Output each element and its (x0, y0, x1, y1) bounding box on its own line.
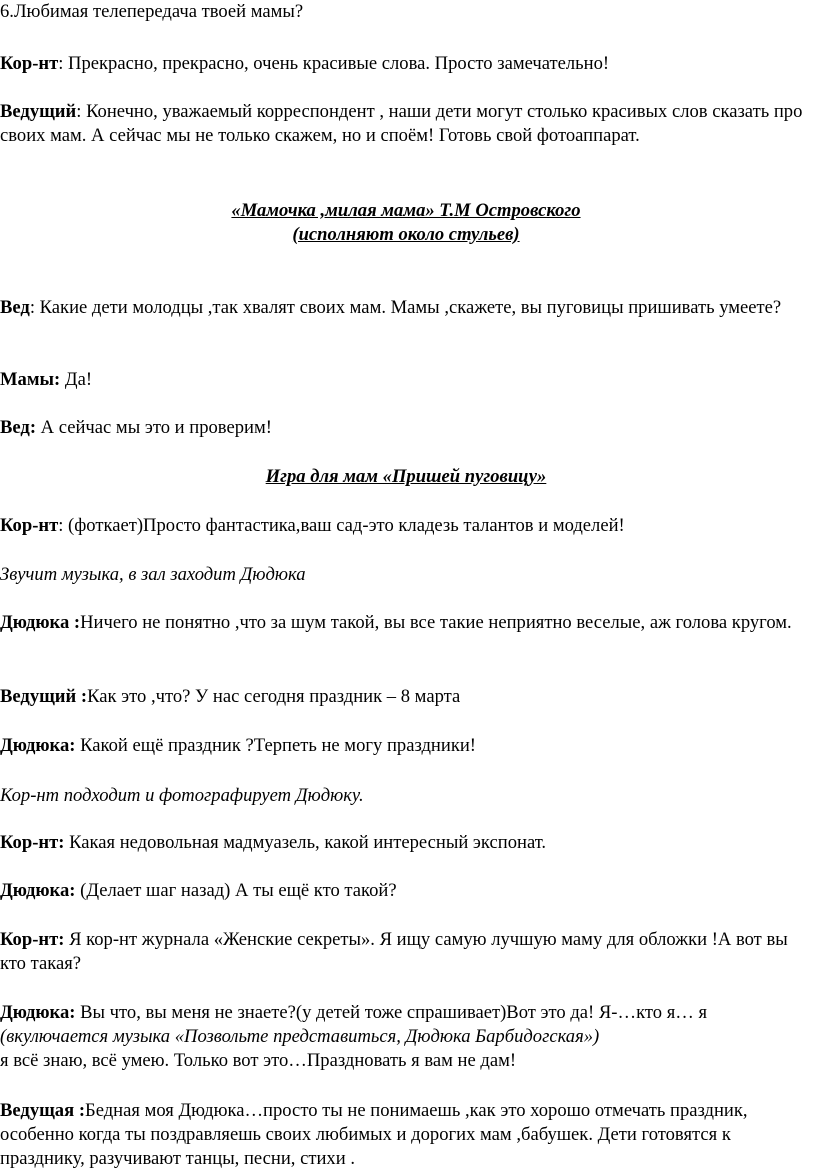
paragraph-host-4 (0, 685, 812, 709)
speech-text: Бедная моя Дюдюка…просто ты не понимаешь ,как это хорошо отмечать праздник, особенно когда ты поздравляешь своих любимых и дорогих мам ,бабушек. Дети готовятся к празднику, разучивают танцы, песни, стихи . (0, 1100, 748, 1169)
speaker-label: Вед: (0, 417, 37, 438)
paragraph-reporter-3 (0, 831, 812, 855)
music-stage-direction: (вкулючается музыка «Позвольте представиться, Дюдюка Барбидогская») (0, 1026, 600, 1047)
speaker-label: Ведущая : (0, 1100, 86, 1121)
speech-text: Вы что, вы меня не знаете?(у детей тоже спрашивает)Вот это да! Я-…кто я… я (75, 1002, 708, 1023)
speech-text: (Делает шаг назад) А ты ещё кто такой? (75, 880, 397, 901)
song-title-text: «Мамочка ,милая мама» Т.М Островского (231, 200, 581, 221)
speech-text-continued: я всё знаю, всё умею. Только вот это…Праздновать я вам не дам! (0, 1050, 517, 1071)
speaker-label: Ведущий : (0, 686, 88, 707)
speaker-label: Кор-нт: (0, 832, 65, 853)
game-title (0, 465, 812, 489)
paragraph-reporter-2 (0, 514, 812, 538)
song-title (0, 199, 812, 223)
speaker-label: Дюдюка: (0, 735, 76, 756)
game-title-text: Игра для мам «Пришей пуговицу» (265, 466, 547, 487)
paragraph-reporter-1 (0, 52, 812, 76)
speaker-label: Дюдюка: (0, 1002, 76, 1023)
speech-text: Да! (60, 369, 93, 390)
speech-text: : Какие дети молодцы ,так хвалят своих мам. Мамы ,скажете, вы пуговицы пришивать умеете? (29, 297, 782, 318)
speech-text: : Конечно, уважаемый корреспондент , наши дети могут столько красивых слов сказать про своих мам. А сейчас мы не только скажем, но и споём! Готовь свой фотоаппарат. (0, 101, 803, 146)
paragraph-host-2 (0, 296, 812, 320)
paragraph-host-5 (0, 1099, 812, 1171)
speaker-label: Кор-нт: (0, 929, 65, 950)
paragraph-host-1 (0, 100, 812, 148)
speech-text: А сейчас мы это и проверим! (36, 417, 272, 438)
paragraph-dyudyuka-3 (0, 879, 812, 903)
speaker-label: Кор-нт (0, 515, 59, 536)
paragraph-moms (0, 368, 812, 392)
paragraph-host-3 (0, 416, 812, 440)
paragraph-dyudyuka-2 (0, 734, 812, 758)
speech-text: : Прекрасно, прекрасно, очень красивые слова. Просто замечательно! (58, 53, 610, 74)
item-6-text: 6.Любимая телепередача твоей мамы? (0, 1, 304, 22)
speaker-label: Дюдюка: (0, 880, 76, 901)
speech-text: Ничего не понятно ,что за шум такой, вы все такие неприятно веселые, аж голова кругом. (80, 612, 792, 633)
stage-direction-1 (0, 563, 812, 587)
speaker-label: Кор-нт (0, 53, 59, 74)
speaker-label: Ведущий (0, 101, 77, 122)
stage-direction-text: Звучит музыка, в зал заходит Дюдюка (0, 564, 306, 585)
speaker-label: Вед (0, 297, 30, 318)
item-6 (0, 0, 812, 24)
stage-direction-text: Кор-нт подходит и фотографирует Дюдюку. (0, 785, 364, 806)
speaker-label: Дюдюка : (0, 612, 81, 633)
speech-text: Какая недовольная мадмуазель, какой интересный экспонат. (64, 832, 547, 853)
paragraph-reporter-4 (0, 928, 812, 976)
speech-text: Как это ,что? У нас сегодня праздник – 8 марта (87, 686, 461, 707)
stage-direction-2 (0, 784, 812, 808)
speech-text: : (фоткает)Просто фантастика,ваш сад-это кладезь талантов и моделей! (58, 515, 625, 536)
speech-text: Я кор-нт журнала «Женские секреты». Я ищу самую лучшую маму для обложки !А вот вы кто такая? (0, 929, 788, 974)
paragraph-dyudyuka-1 (0, 611, 812, 635)
song-note (0, 223, 812, 247)
paragraph-dyudyuka-4 (0, 1001, 812, 1073)
song-note-text: (исполняют около стульев) (292, 224, 520, 245)
speaker-label: Мамы: (0, 369, 61, 390)
speech-text: Какой ещё праздник ?Терпеть не могу праздники! (75, 735, 476, 756)
